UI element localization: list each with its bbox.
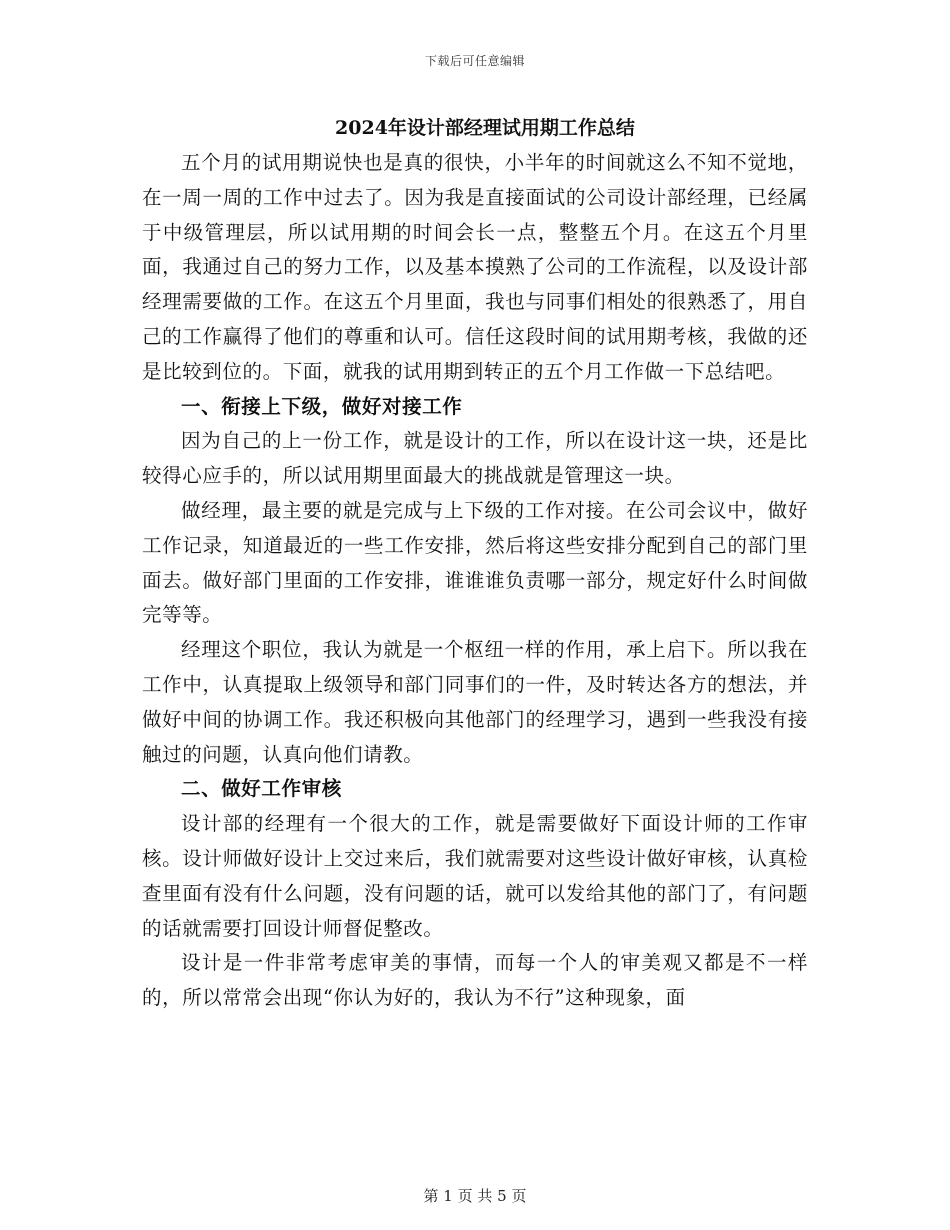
document-body [142, 110, 808, 1016]
paragraph-intro: 五个月的试用期说快也是真的很快，小半年的时间就这么不知不觉地，在一周一周的工作中过去了。因为我是直接面试的公司设计部经理，已经属于中级管理层，所以试用期的时间会长一点，整整五个月。在这五个月里面，我通过自己的努力工作，以及基本摸熟了公司的工作流程，以及设计部经理需要做的工作。在这五个月里面，我也与同事们相处的很熟悉了，用自己的工作赢得了他们的尊重和认可。信任这段时间的试用期考核，我做的还是比较到位的。下面，就我的试用期到转正的五个月工作做一下总结吧。 [142, 151, 808, 383]
section-heading-1: 一、衔接上下级，做好对接工作 [181, 394, 463, 418]
page-header-note: 下载后可任意编辑 [424, 54, 525, 68]
document-title: 2024年设计部经理试用期工作总结 [335, 117, 635, 139]
paragraph: 设计部的经理有一个很大的工作，就是需要做好下面设计师的工作审核。设计师做好设计上交过来后，我们就需要对这些设计做好审核，认真检查里面有没有什么问题，没有问题的话，就可以发给其他的部门了，有问题的话就需要打回设计师督促整改。 [142, 812, 808, 940]
paragraph: 做经理，最主要的就是完成与上下级的工作对接。在公司会议中，做好工作记录，知道最近的一些工作安排，然后将这些安排分配到自己的部门里面去。做好部门里面的工作安排，谁谁谁负责哪一部分，规定好什么时间做完等等。 [142, 498, 808, 627]
paragraph: 经理这个职位，我认为就是一个枢纽一样的作用，承上启下。所以我在工作中，认真提取上级领导和部门同事们的一件，及时转达各方的想法，并做好中间的协调工作。我还积极向其他部门的经理学习，遇到一些我没有接触过的问题，认真向他们请教。 [142, 638, 808, 766]
section-heading-2: 二、做好工作审核 [181, 777, 342, 801]
page-number: 第 1 页 共 5 页 [423, 1187, 527, 1205]
paragraph: 因为自己的上一份工作，就是设计的工作，所以在设计这一块，还是比较得心应手的，所以试用期里面最大的挑战就是管理这一块。 [142, 429, 808, 488]
paragraph: 设计是一件非常考虑审美的事情，而每一个人的审美观又都是不一样的，所以常常会出现“你认为好的，我认为不行”这种现象，面 [142, 951, 808, 1010]
